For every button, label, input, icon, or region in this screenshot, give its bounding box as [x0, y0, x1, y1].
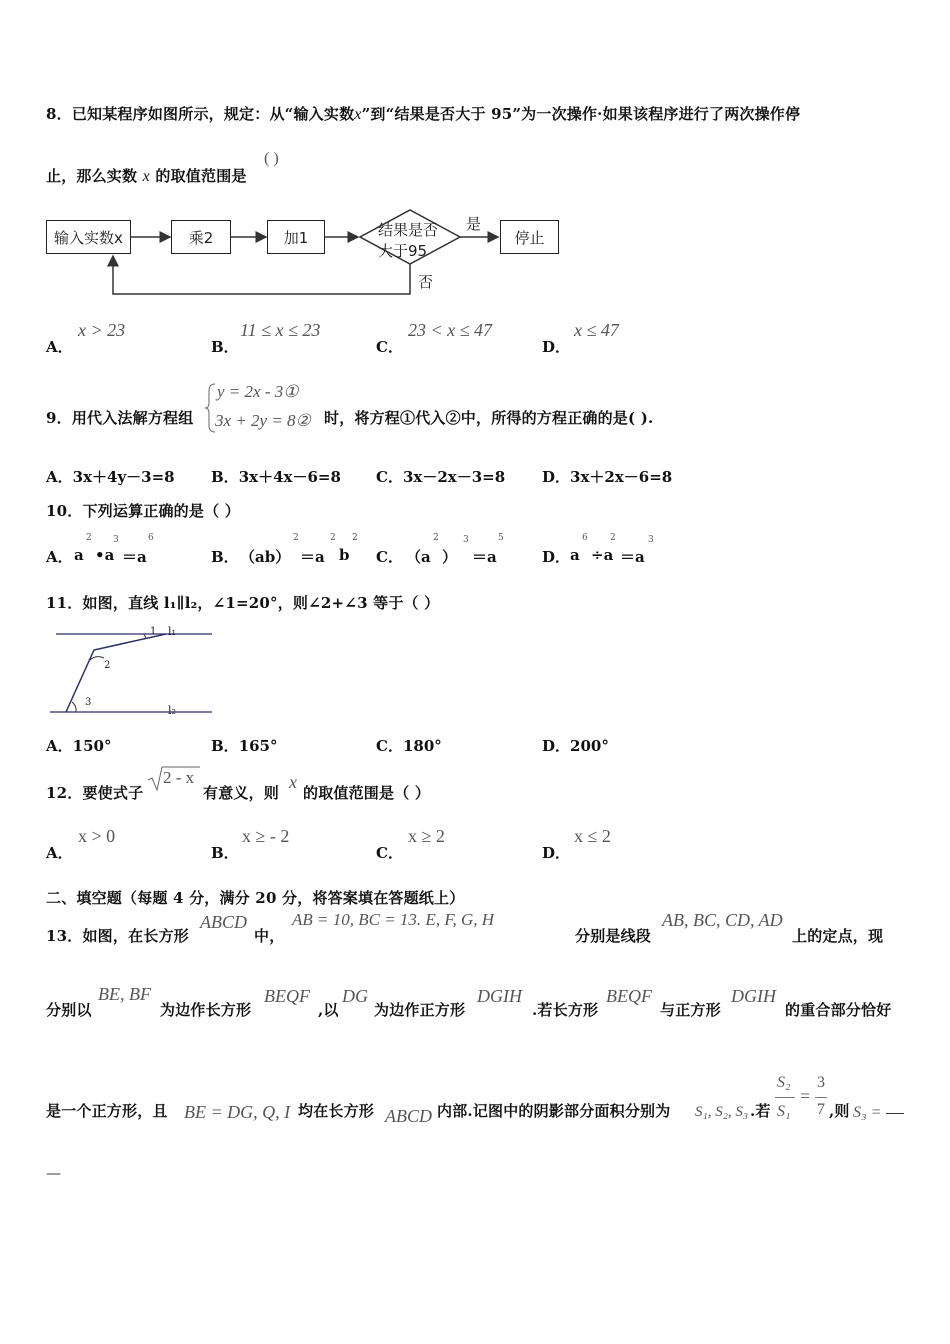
q12-option-b-label: B． — [211, 844, 239, 862]
q9-option-d — [542, 466, 672, 487]
q11-option-b — [211, 735, 278, 756]
q13-frac-equals: = — [800, 1086, 811, 1106]
q8-var-x2: x — [142, 168, 150, 185]
q9-option-a-label: A． — [46, 468, 73, 486]
q10-option-a-eq: ＝a — [122, 548, 147, 566]
q13-l3-m2: ABCD — [385, 1106, 432, 1126]
q10-option-b-exp1: 2 — [293, 533, 299, 543]
q11-figure — [46, 622, 286, 722]
q10-stem: 10．下列运算正确的是（ ） — [46, 502, 240, 520]
q12-radicand: 2 - x — [163, 768, 195, 787]
q13-l2-m4: DGIH — [477, 986, 522, 1006]
flow-multiply-box: 乘2 — [171, 220, 231, 254]
q13-l2-b: 为边作长方形 — [160, 1001, 252, 1019]
q11-option-c-expr: 180° — [402, 737, 442, 755]
q10-option-c-op: ） — [442, 548, 458, 566]
q13-l2-d: 为边作正方形 — [374, 1001, 466, 1019]
q8-option-b-label: B． — [211, 338, 239, 356]
q8-option-c-expr: 23 < x ≤ 47 — [408, 320, 493, 340]
q8-answer-paren: ( ) — [264, 150, 279, 167]
q12-suffix: 的取值范围是（ ） — [303, 784, 431, 802]
q13-l3-e: ,则 — [829, 1102, 850, 1120]
q12-option-c-expr: x ≥ 2 — [408, 826, 445, 846]
q9-equation-2: 3x + 2y = 8② — [215, 411, 311, 430]
q12-option-c-label: C． — [376, 844, 403, 862]
q9-option-a — [46, 466, 175, 487]
q10-option-d-op: ÷a — [591, 546, 614, 564]
q11-option-c-label: C． — [376, 737, 403, 755]
q11-option-b-label: B． — [211, 737, 239, 755]
q9-equation-1: y = 2x - 3① — [217, 382, 299, 401]
q12-var: x — [289, 772, 297, 792]
q12-option-d-expr: x ≤ 2 — [574, 826, 611, 846]
q10-option-b-label: B． — [211, 548, 239, 566]
q10-option-a-base: a — [74, 546, 84, 564]
q9-prefix: 9．用代入法解方程组 — [46, 409, 194, 427]
q13-frac-denominator: S₁ — [777, 1103, 791, 1120]
q10-option-a-exp3: 6 — [148, 533, 154, 543]
q12-mid: 有意义，则 — [203, 784, 280, 802]
q13-frac-numerator: S₂ — [777, 1074, 791, 1091]
q11-label-l2: l₂ — [168, 704, 176, 717]
q11-angle-2: 2 — [104, 660, 111, 671]
q9-option-b-expr: 3x＋4x－6=8 — [238, 468, 341, 486]
q10-option-b-exp3: 2 — [352, 533, 358, 543]
q13-l3-d: .若 — [750, 1102, 771, 1120]
q8-option-c-label: C． — [376, 338, 403, 356]
flow-decision-line1: 结果是否 — [378, 221, 439, 239]
q10-option-a-exp1: 2 — [86, 533, 92, 543]
q9-option-a-expr: 3x＋4y－3=8 — [72, 468, 175, 486]
q13-l3-a: 是一个正方形，且 — [46, 1102, 168, 1120]
q9-option-b — [211, 466, 341, 487]
q13-l2-m6: DGIH — [731, 986, 776, 1006]
q11-option-a-expr: 150° — [72, 737, 112, 755]
q8-text-a: 8．已知某程序如图所示，规定：从“输入实数 — [46, 105, 355, 123]
flow-decision-line2: 大于95 — [378, 242, 428, 260]
q13-l3-b: 均在长方形 — [298, 1102, 375, 1120]
q8-text-c: 止，那么实数 — [46, 167, 138, 185]
q8-option-a-expr: x > 23 — [78, 320, 126, 340]
q13-l3-m4: S₃ = — [853, 1104, 882, 1121]
flow-input-box: 输入实数x — [46, 220, 131, 254]
q8-flowchart-lines — [0, 0, 950, 320]
q9-option-d-label: D． — [542, 468, 571, 486]
q12-option-b-expr: x ≥ - 2 — [242, 826, 290, 846]
q12-option-d-label: D． — [542, 844, 571, 862]
q13-l2-m2: BEQF — [264, 986, 310, 1006]
q12-option-a-label: A． — [46, 844, 73, 862]
q10-option-d-exp3: 3 — [648, 535, 654, 545]
q13-l1-d: 上的定点，现 — [792, 927, 884, 945]
q13-frac2-denominator: 7 — [817, 1101, 825, 1118]
q13-l1-m2: AB = 10, BC = 13. E, F, G, H — [292, 910, 495, 929]
q11-angle-3: 3 — [85, 697, 92, 708]
q10-option-b-tail: b — [339, 546, 350, 564]
flow-no-label: 否 — [418, 273, 434, 291]
q11-option-d-expr: 200° — [570, 737, 609, 755]
q8-text-d: 的取值范围是 — [155, 167, 247, 185]
q12-option-a-expr: x > 0 — [78, 826, 116, 846]
q13-l2-a: 分别以 — [46, 1001, 92, 1019]
q13-l1-m1: ABCD — [200, 912, 247, 932]
q10-option-c-exp3: 5 — [498, 533, 504, 543]
q13-l2-e: .若长方形 — [532, 1001, 599, 1019]
q10-option-a-exp2: 3 — [113, 535, 119, 545]
q9-option-c-expr: 3x－2x－3=8 — [402, 468, 506, 486]
q8-var-x: x — [354, 106, 362, 123]
q13-frac2-numerator: 3 — [817, 1074, 825, 1091]
q10-option-c-eq: ＝a — [472, 548, 497, 566]
q13-l2-m1: BE, BF — [98, 984, 151, 1004]
q9-suffix: 时，将方程①代入②中，所得的方程正确的是( ). — [324, 409, 654, 427]
q10-option-b-exp2: 2 — [330, 533, 336, 543]
q13-l2-f: 与正方形 — [660, 1001, 721, 1019]
q10-option-c-base: （a — [406, 548, 431, 566]
q10-option-d-exp1: 6 — [582, 533, 588, 543]
q11-option-d — [542, 735, 609, 756]
q10-option-c-exp1: 2 — [433, 533, 439, 543]
q8-option-a-label: A． — [46, 338, 73, 356]
q11-option-a — [46, 735, 111, 756]
q13-frac2-bar — [815, 1097, 827, 1098]
q13-answer-blank-line — [886, 1113, 904, 1114]
q11-option-a-label: A． — [46, 737, 73, 755]
q11-stem: 11．如图，直线 l₁∥l₂，∠1=20°，则∠2+∠3 等于（ ） — [46, 594, 440, 612]
q10-option-c-exp2: 3 — [463, 535, 469, 545]
flow-add-box: 加1 — [267, 220, 325, 254]
q13-l1-a: 13．如图，在长方形 — [46, 927, 189, 945]
q10-option-b-base: （ab） — [240, 548, 291, 566]
q11-option-c — [376, 735, 442, 756]
section-2-heading: 二、填空题（每题 4 分，满分 20 分，将答案填在答题纸上） — [46, 889, 465, 907]
q13-l3-c: 内部.记图中的阴影部分面积分别为 — [437, 1102, 671, 1120]
q10-option-d-exp2: 2 — [610, 533, 616, 543]
flow-yes-label: 是 — [466, 215, 482, 233]
q13-l2-c: ,以 — [318, 1001, 339, 1019]
q13-frac-bar — [775, 1097, 795, 1098]
q13-l1-b: 中， — [254, 927, 285, 945]
q9-option-c-label: C． — [376, 468, 403, 486]
q13-l1-m3: AB, BC, CD, AD — [662, 910, 783, 930]
q13-answer-blank: — — [46, 1164, 61, 1182]
q13-l2-g: 的重合部分恰好 — [785, 1001, 892, 1019]
q13-l3-m1: BE = DG, Q, I — [184, 1102, 291, 1122]
q13-l3-m3: S₁, S₂, S₃ — [695, 1104, 749, 1120]
q10-option-a-label: A． — [46, 548, 73, 566]
q10-option-c-label: C． — [376, 548, 403, 566]
q10-option-d-eq: ＝a — [620, 548, 645, 566]
q13-l2-m3: DG — [342, 986, 368, 1006]
q11-angle-1: 1 — [150, 626, 157, 637]
q9-option-c — [376, 466, 505, 487]
q9-option-d-expr: 3x＋2x－6=8 — [570, 468, 673, 486]
q11-option-d-label: D． — [542, 737, 571, 755]
q8-option-d-label: D． — [542, 338, 571, 356]
q13-l1-c: 分别是线段 — [575, 927, 652, 945]
q8-option-d-expr: x ≤ 47 — [574, 320, 619, 340]
q9-option-b-label: B． — [211, 468, 239, 486]
q11-label-l1: l₁ — [168, 625, 176, 638]
q10-option-d-base: a — [570, 546, 580, 564]
q12-prefix: 12．要使式子 — [46, 784, 144, 802]
q10-option-b-eq: ＝a — [300, 548, 325, 566]
q10-option-d-label: D． — [542, 548, 571, 566]
q11-option-b-expr: 165° — [238, 737, 278, 755]
q13-l2-m5: BEQF — [606, 986, 652, 1006]
q10-option-a-op: •a — [95, 546, 115, 564]
q8-text-b: ”到“结果是否大于 95”为一次操作·如果该程序进行了两次操作停 — [361, 105, 801, 123]
flow-stop-box: 停止 — [500, 220, 559, 254]
q8-option-b-expr: 11 ≤ x ≤ 23 — [240, 320, 321, 340]
